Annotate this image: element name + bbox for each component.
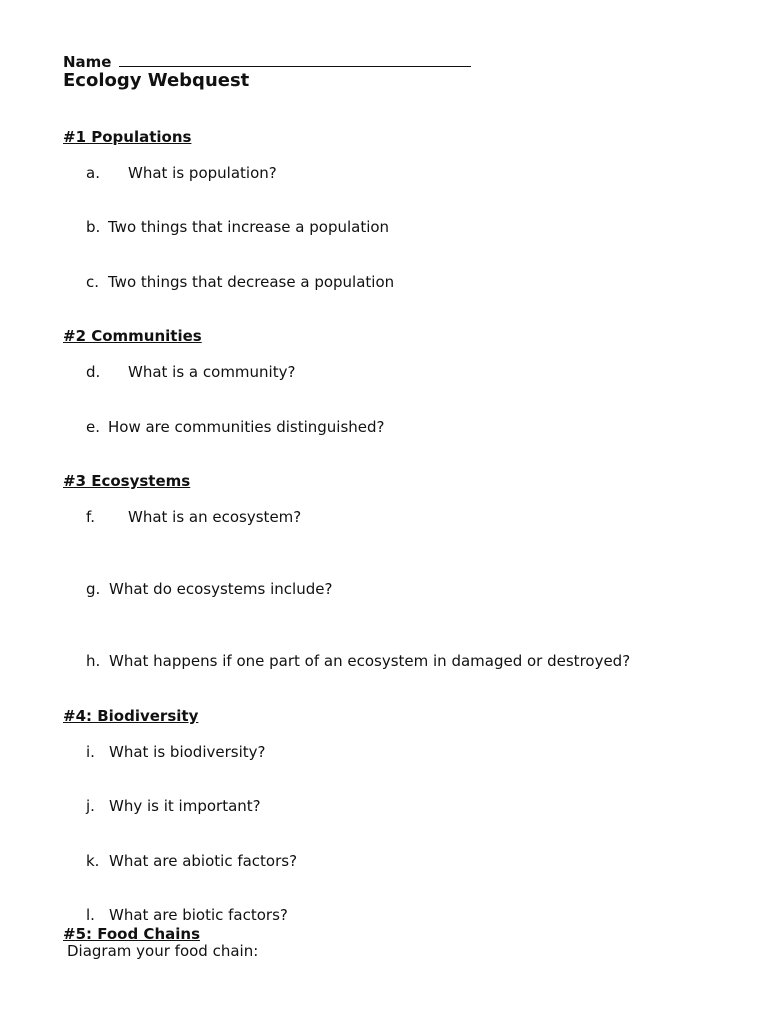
question-f xyxy=(86,508,686,528)
question-letter: a. xyxy=(86,164,100,182)
question-text: What are abiotic factors? xyxy=(109,852,298,870)
section-heading-populations: #1 Populations xyxy=(63,128,192,146)
question-h xyxy=(86,652,706,672)
section-heading-ecosystems: #3 Ecosystems xyxy=(63,472,191,490)
question-text: Two things that increase a population xyxy=(108,218,390,236)
question-d xyxy=(86,363,686,383)
question-letter: f. xyxy=(86,508,95,526)
section-heading-food-chains: #5: Food Chains xyxy=(63,925,200,943)
question-a xyxy=(86,164,686,184)
question-text: What are biotic factors? xyxy=(109,906,288,924)
section-heading-biodiversity: #4: Biodiversity xyxy=(63,707,199,725)
question-text: What is population? xyxy=(128,164,277,182)
question-k xyxy=(86,852,686,872)
food-chain-instruction: Diagram your food chain: xyxy=(67,942,259,960)
question-letter: i. xyxy=(86,743,95,761)
question-text: Why is it important? xyxy=(109,797,261,815)
question-b xyxy=(86,218,686,238)
section-heading-communities: #2 Communities xyxy=(63,327,202,345)
page-title: Ecology Webquest xyxy=(63,70,250,91)
question-letter: b. xyxy=(86,218,101,236)
question-g xyxy=(86,580,686,600)
question-i xyxy=(86,743,686,763)
question-letter: c. xyxy=(86,273,100,291)
question-c xyxy=(86,273,686,293)
question-letter: e. xyxy=(86,418,100,436)
name-label: Name xyxy=(63,53,112,71)
question-text: What is an ecosystem? xyxy=(128,508,302,526)
question-text: Two things that decrease a population xyxy=(108,273,395,291)
question-j xyxy=(86,797,686,817)
question-letter: d. xyxy=(86,363,101,381)
question-letter: g. xyxy=(86,580,101,598)
question-e xyxy=(86,418,686,438)
question-text: What do ecosystems include? xyxy=(109,580,333,598)
question-text: What happens if one part of an ecosystem in damaged or destroyed? xyxy=(109,652,631,670)
question-l xyxy=(86,906,686,926)
question-letter: k. xyxy=(86,852,100,870)
question-letter: h. xyxy=(86,652,101,670)
question-text: What is biodiversity? xyxy=(109,743,266,761)
name-field-row xyxy=(63,52,471,71)
question-text: What is a community? xyxy=(128,363,296,381)
question-letter: j. xyxy=(86,797,95,815)
question-letter: l. xyxy=(86,906,95,924)
name-blank-line[interactable] xyxy=(119,52,471,67)
question-text: How are communities distinguished? xyxy=(108,418,385,436)
